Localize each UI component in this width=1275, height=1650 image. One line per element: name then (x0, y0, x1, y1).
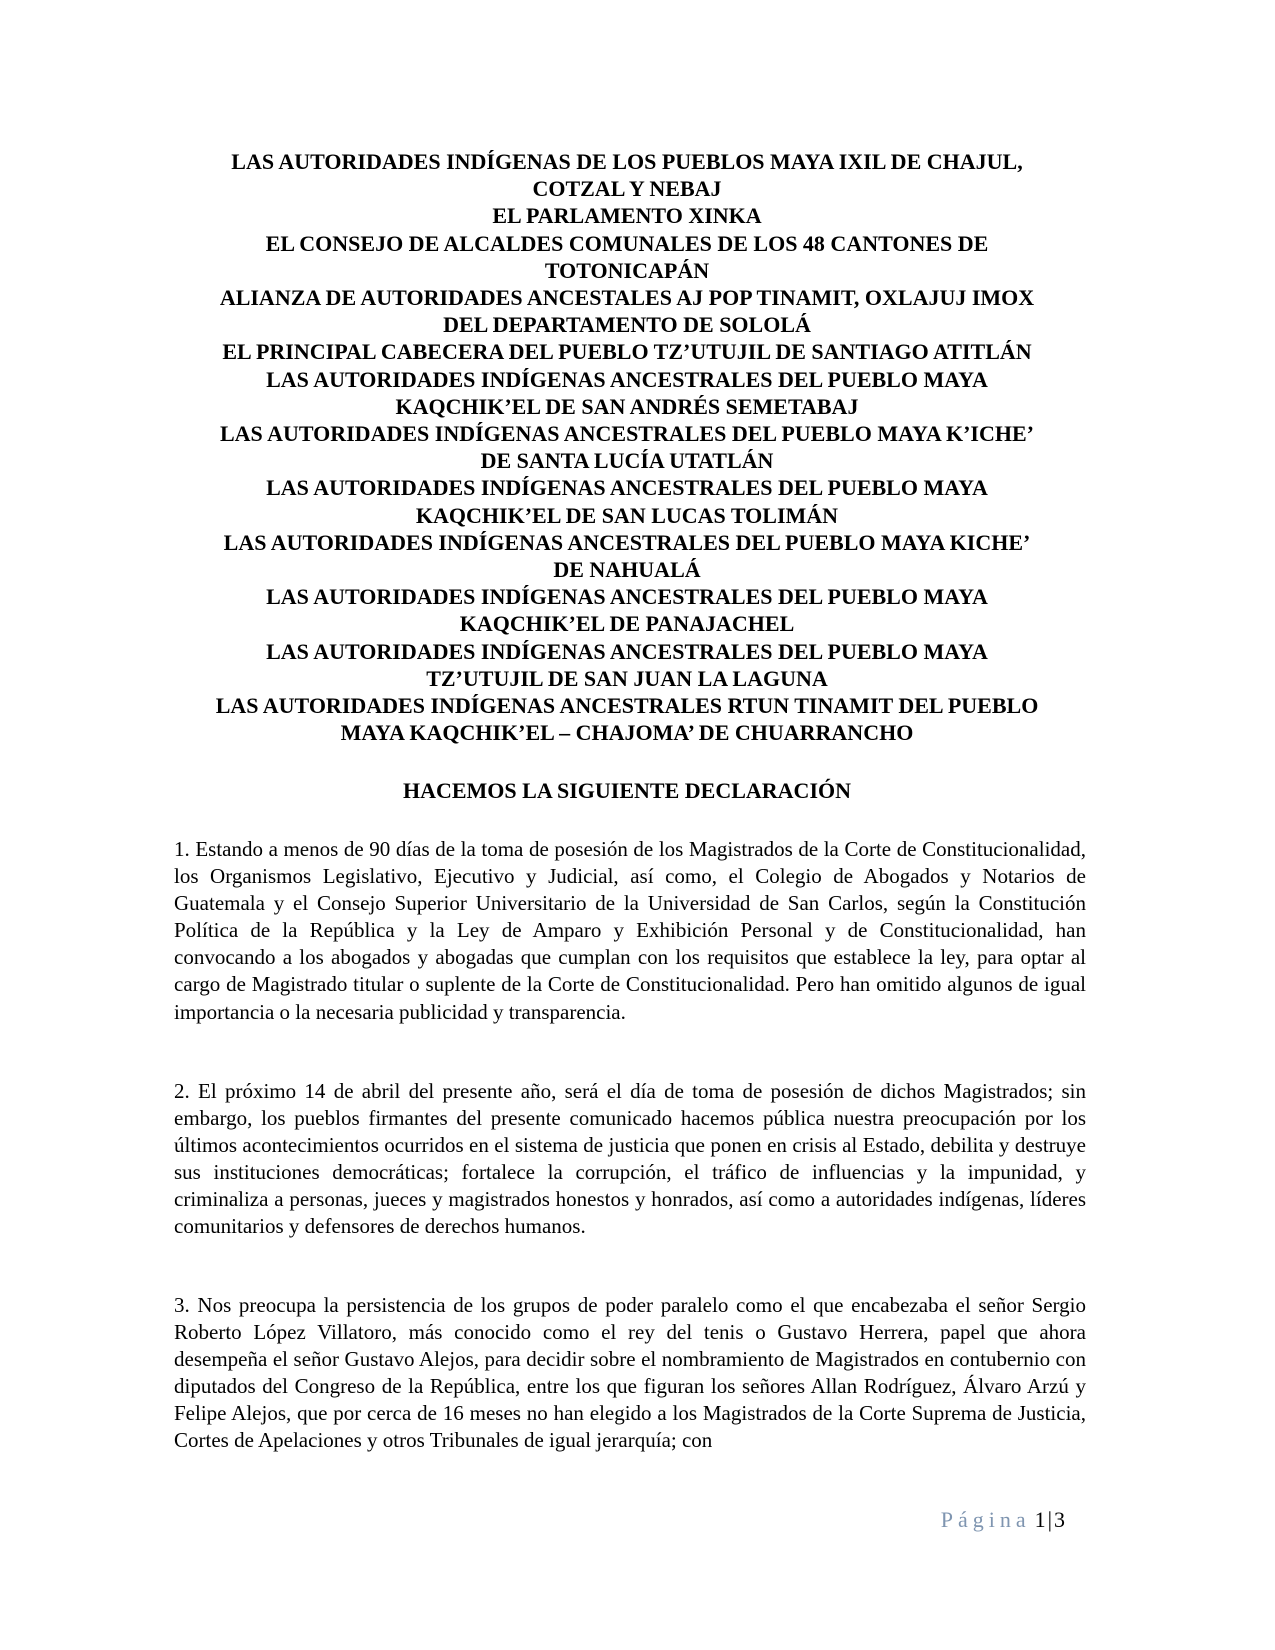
heading-line: KAQCHIK’EL DE SAN LUCAS TOLIMÁN (415, 502, 839, 528)
heading-line: ALIANZA DE AUTORIDADES ANCESTALES AJ POP TINAMIT, OXLAJUJ IMOX (219, 285, 1035, 311)
paragraph-3: 3. Nos preocupa la persistencia de los grupos de poder paralelo como el que encabezaba el señor Sergio Roberto López Villatoro, más conocido como el rey del tenis o Gustavo Herrera, papel que ahora desempeña el señor Gustavo Alejos, para decidir sobre el nombramiento de Magistrados en contubernio con diputados del Congreso de la República, entre los que figuran los señores Allan Rodríguez, Álvaro Arzú y Felipe Alejos, que por cerca de 16 meses no han elegido a los Magistrados de la Corte Suprema de Justicia, Cortes de Apelaciones y otros Tribunales de igual jerarquía; con (174, 1293, 1086, 1453)
current-page-number: 1 (1034, 1507, 1046, 1532)
paragraph-2: 2. El próximo 14 de abril del presente año, será el día de toma de posesión de dichos Magistrados; sin embargo, los pueblos firmantes del presente comunicado hacemos pública nuestra preocupación por los últimos acontecimientos ocurridos en el sistema de justicia que ponen en crisis al Estado, debilita y destruye sus instituciones democráticas; fortalece la corrupción, el tráfico de influencias y la impunidad, y criminaliza a personas, jueces y magistrados honestos y honrados, así como a autoridades indígenas, líderes comunitarios y defensores de derechos humanos. (174, 1079, 1086, 1239)
heading-line: LAS AUTORIDADES INDÍGENAS ANCESTRALES DEL PUEBLO MAYA (266, 475, 988, 501)
heading-line: KAQCHIK’EL DE SAN ANDRÉS SEMETABAJ (395, 393, 859, 419)
heading-line: COTZAL Y NEBAJ (532, 176, 722, 202)
heading-line: EL CONSEJO DE ALCALDES COMUNALES DE LOS 48 CANTONES DE (265, 230, 989, 256)
page-separator: | (1047, 1507, 1052, 1532)
page-label: Página (940, 1507, 1031, 1532)
heading-line: LAS AUTORIDADES INDÍGENAS DE LOS PUEBLOS MAYA IXIL DE CHAJUL, (231, 149, 1023, 174)
heading-line: LAS AUTORIDADES INDÍGENAS ANCESTRALES DEL PUEBLO MAYA (266, 638, 988, 664)
heading-line: TOTONICAPÁN (544, 257, 710, 283)
heading-line: LAS AUTORIDADES INDÍGENAS ANCESTRALES DEL PUEBLO MAYA (266, 366, 988, 392)
heading-line: TZ’UTUJIL DE SAN JUAN LA LAGUNA (426, 665, 828, 691)
heading-line: LAS AUTORIDADES INDÍGENAS ANCESTRALES DEL PUEBLO MAYA K’ICHE’ (219, 421, 1034, 447)
heading-line: EL PARLAMENTO XINKA (492, 203, 762, 229)
heading-line: EL PRINCIPAL CABECERA DEL PUEBLO TZ’UTUJIL DE SANTIAGO ATITLÁN (222, 339, 1032, 365)
total-page-number: 3 (1054, 1507, 1065, 1532)
heading-line: DE SANTA LUCÍA UTATLÁN (480, 448, 774, 474)
heading-line: LAS AUTORIDADES INDÍGENAS ANCESTRALES RTUN TINAMIT DEL PUEBLO (215, 693, 1039, 719)
heading-line: LAS AUTORIDADES INDÍGENAS ANCESTRALES DEL PUEBLO MAYA (266, 584, 988, 610)
signatories-heading (168, 148, 1086, 746)
heading-line: DEL DEPARTAMENTO DE SOLOLÁ (443, 312, 811, 338)
declaration-title: HACEMOS LA SIGUIENTE DECLARACIÓN (402, 778, 852, 803)
paragraph-1: 1. Estando a menos de 90 días de la toma de posesión de los Magistrados de la Corte de Constitucionalidad, los Organismos Legislativo, Ejecutivo y Judicial, así como, el Colegio de Abogados y Notarios de Guatemala y el Consejo Superior Universitario de la Universidad de San Carlos, según la Constitución Política de la República y la Ley de Amparo y Exhibición Personal y de Constitucionalidad, han convocando a los abogados y abogadas que cumplan con los requisitos que establece la ley, para optar al cargo de Magistrado titular o suplente de la Corte de Constitucionalidad. Pero han omitido algunos de igual importancia o la necesaria publicidad y transparencia. (174, 837, 1086, 1024)
heading-line: DE NAHUALÁ (553, 557, 701, 583)
heading-line: MAYA KAQCHIK’EL – CHAJOMA’ DE CHUARRANCHO (340, 720, 914, 746)
heading-line: KAQCHIK’EL DE PANAJACHEL (459, 611, 795, 637)
heading-line: LAS AUTORIDADES INDÍGENAS ANCESTRALES DEL PUEBLO MAYA KICHE’ (223, 529, 1031, 555)
page-number-footer (941, 1507, 1065, 1533)
